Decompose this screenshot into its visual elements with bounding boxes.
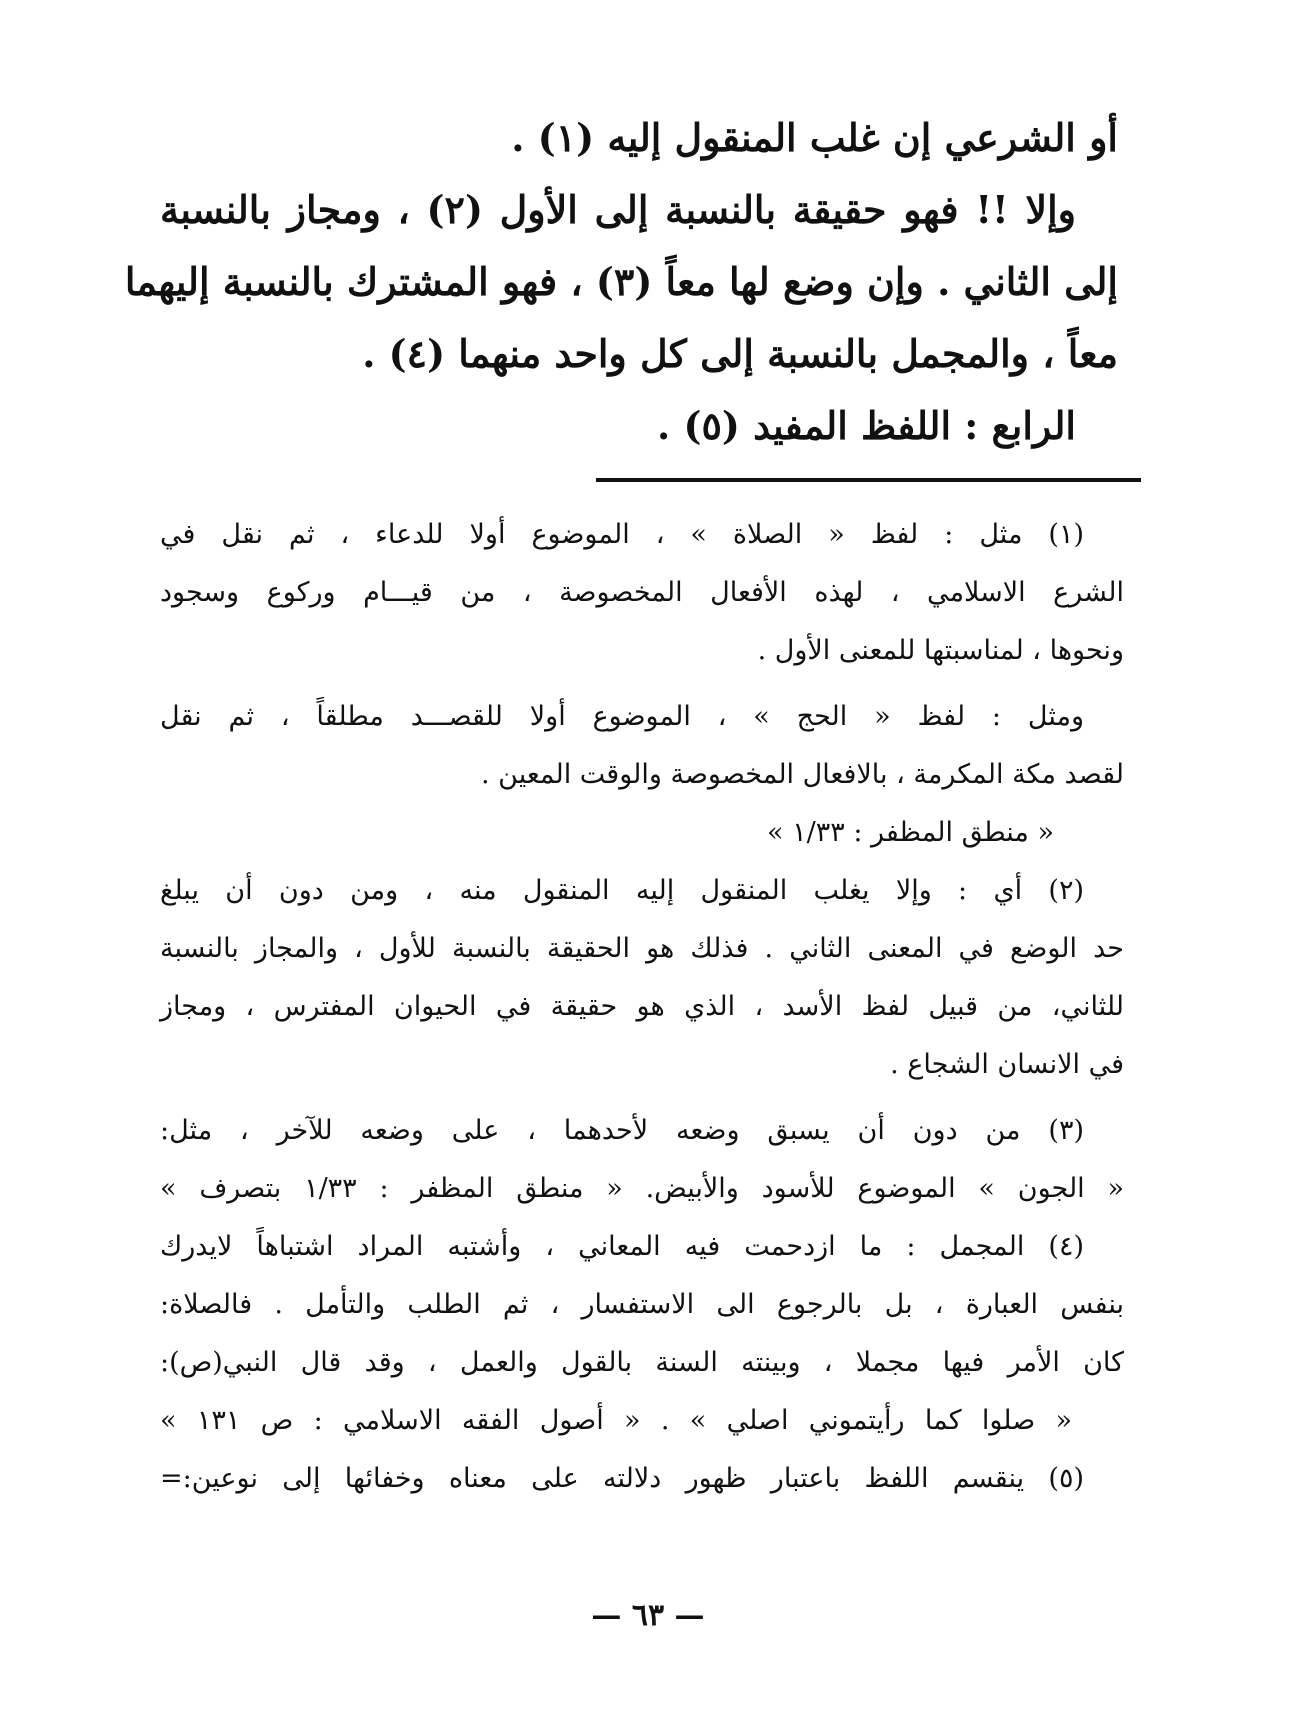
- footnote-line: (٢) أي : وإلا يغلب المنقول إليه المنقول منه ، ومن دون أن يبلغ: [160, 875, 1084, 906]
- footnote-line: (٤) المجمل : ما ازدحمت فيه المعاني ، وأشتبه المراد اشتباهاً لايدرك: [160, 1231, 1084, 1262]
- footnote-line: (٥) ينقسم اللفظ باعتبار ظهور دلالته على معناه وخفائها إلى نوعين:=: [160, 1463, 1084, 1494]
- footnotes: [160, 506, 1124, 1508]
- footnote-4: [160, 1218, 1124, 1450]
- footnote-line: كان الأمر فيها مجملا ، وبينته السنة بالقول والعمل ، وقد قال النبي(ص):: [160, 1347, 1124, 1378]
- footnote-5: [160, 1450, 1124, 1508]
- footnote-3: [160, 1102, 1124, 1218]
- footnote-line: بنفس العبارة ، بل بالرجوع الى الاستفسار ، ثم الطلب والتأمل . فالصلاة:: [160, 1289, 1124, 1320]
- footnote-line: حد الوضع في المعنى الثاني . فذلك هو الحقيقة بالنسبة للأول ، والمجاز بالنسبة: [160, 933, 1124, 964]
- main-text-line: أو الشرعي إن غلب المنقول إليه (١) .: [511, 115, 1118, 160]
- footnote-line: (١) مثل : لفظ « الصلاة » ، الموضوع أولا للدعاء ، ثم نقل في: [160, 519, 1084, 550]
- footnote-line: في الانسان الشجاع .: [890, 1049, 1124, 1080]
- footnote-line: الشرع الاسلامي ، لهذه الأفعال المخصوصة ، من قيـــام وركوع وسجود: [160, 577, 1124, 608]
- footnote-line: « صلوا كما رأيتموني اصلي » . « أصول الفقه الاسلامي : ص ١٣١ »: [160, 1405, 1072, 1436]
- footnote-2: [160, 862, 1124, 1094]
- footnote-line: « الجون » الموضوع للأسود والأبيض. « منطق المظفر : ١/٣٣ بتصرف »: [160, 1173, 1124, 1204]
- section-heading: الرابع : اللفظ المفيد (٥) .: [656, 403, 1076, 448]
- main-text: [124, 102, 1118, 462]
- footnote-divider: [596, 478, 1141, 482]
- main-text-line: إلى الثاني . وإن وضع لها معاً (٣) ، فهو المشترك بالنسبة إليهما: [124, 259, 1118, 304]
- footnote-line: ونحوها ، لمناسبتها للمعنى الأول .: [757, 635, 1124, 666]
- footnote-reference: « منطق المظفر : ١/٣٣ »: [767, 817, 1054, 848]
- footnote-line: (٣) من دون أن يسبق وضعه لأحدهما ، على وضعه للآخر ، مثل:: [160, 1115, 1084, 1146]
- footnote-line: للثاني، من قبيل لفظ الأسد ، الذي هو حقيقة في الحيوان المفترس ، ومجاز: [160, 991, 1124, 1022]
- footnote-1: [160, 506, 1124, 862]
- footnote-line: لقصد مكة المكرمة ، بالافعال المخصوصة والوقت المعين .: [480, 759, 1124, 790]
- main-text-line: وإلا !! فهو حقيقة بالنسبة إلى الأول (٢) ، ومجاز بالنسبة: [160, 187, 1076, 232]
- footnote-line: ومثل : لفظ « الحج » ، الموضوع أولا للقصـــد مطلقاً ، ثم نقل: [160, 701, 1084, 732]
- main-text-line: معاً ، والمجمل بالنسبة إلى كل واحد منهما (٤) .: [362, 331, 1118, 376]
- page-number: — ٦٣ —: [591, 1598, 705, 1633]
